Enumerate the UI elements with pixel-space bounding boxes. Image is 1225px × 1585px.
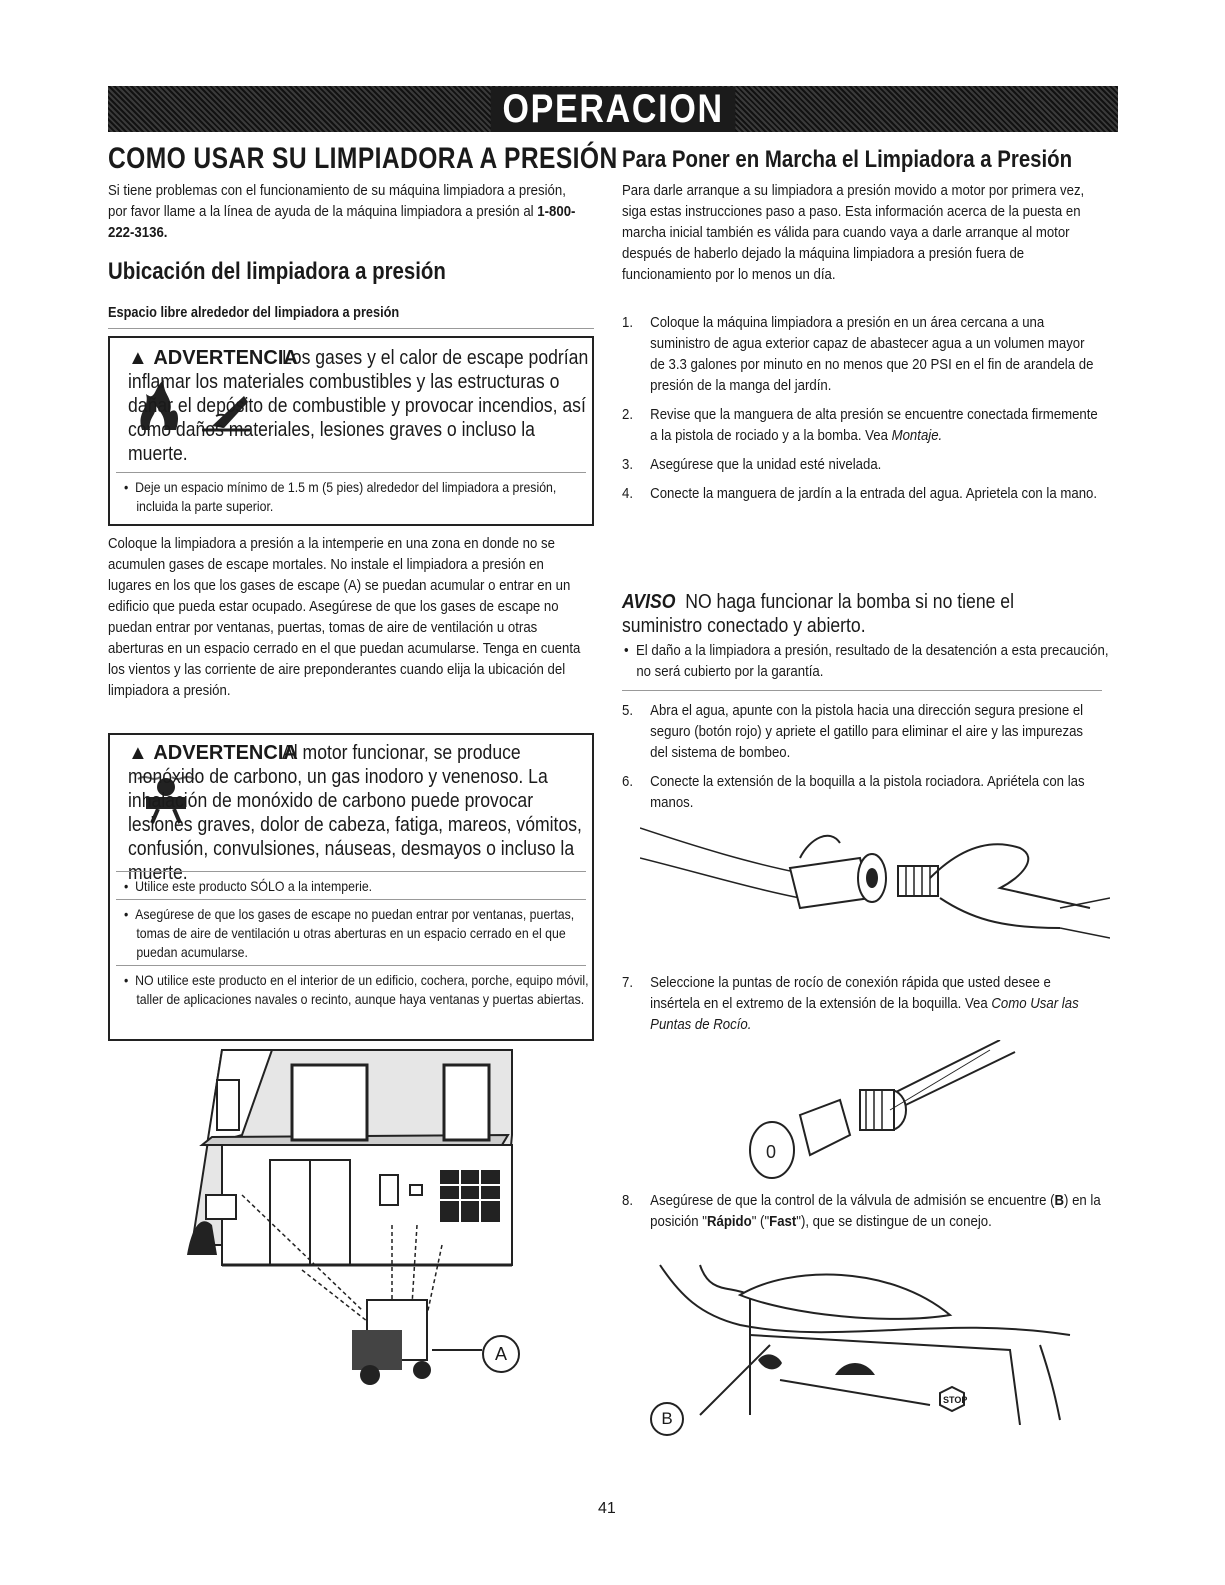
warning-box-carbon-monoxide <box>108 733 594 1041</box>
intro-text: Si tiene problemas con el funcionamiento de su máquina limpiadora a presión, por favor llame a la línea de ayuda de la máquina limpiadora a presión al <box>108 182 566 220</box>
notice-block <box>622 590 1044 638</box>
callout-label-b: B <box>650 1402 684 1436</box>
divider <box>116 965 586 966</box>
step-number: 8. <box>622 1192 634 1209</box>
helpline-phone: 1-800-222-3136. <box>108 203 576 241</box>
step-item <box>622 312 1102 396</box>
warning-bullet: • Deje un espacio mínimo de 1.5 m (5 pies) alrededor del limpiadora a presión, incluida la parte superior. <box>124 479 557 514</box>
step-number: 5. <box>622 702 634 719</box>
step-item <box>622 404 1102 446</box>
callout-label-a: A <box>482 1335 520 1373</box>
step-item <box>622 483 1102 504</box>
step-text: Seleccione la puntas de rocío de conexión rápida que usted desee e insértela en el extremo de la extensión de la boquilla. Vea <box>650 974 1051 1012</box>
section-title: Ubicación del limpiadora a presión <box>108 258 446 285</box>
divider <box>622 690 1102 691</box>
step-number: 6. <box>622 773 634 790</box>
divider <box>108 328 594 329</box>
step-item <box>622 1190 1102 1232</box>
divider <box>116 871 586 872</box>
choke-lever-illustration <box>640 1255 1080 1425</box>
warning-triangle-icon: ▲ <box>128 742 148 764</box>
warning-bullet: • NO utilice este producto en el interior de un edificio, cochera, porche, equipo móvil, taller de aplicaciones navales o recinto, aunque haya ventanas y puertas abiertas. <box>124 972 589 1007</box>
step-text: Conecte la extensión de la boquilla a la pistola rociadora. Apriétela con las manos. <box>650 773 1085 811</box>
spray-tip-illustration <box>740 1040 1020 1185</box>
step-emphasis: Rápido <box>706 1213 752 1230</box>
step-item <box>622 972 1102 1035</box>
step-text: ) en la posición " <box>650 1192 1101 1230</box>
start-intro-paragraph: Para darle arranque a su limpiadora a presión movido a motor por primera vez, siga estas instrucciones paso a paso. Esta información acerca de la puesta en marcha inicial también es válida para cuando vaya a darle arranque al motor después de haberlo dejado la máquina limpiadora a presión fuera de funcionamiento por lo menos un día. <box>622 182 1085 283</box>
steps-list-1 <box>622 312 1102 504</box>
steps-list-2 <box>622 700 1102 813</box>
step-item <box>622 771 1102 813</box>
step-text: Asegúrese de que la control de la válvula de admisión se encuentre ( <box>650 1192 1055 1209</box>
warning-bullet-text: NO utilice este producto en el interior de un edificio, cochera, porche, equipo móvil, taller de aplicaciones navales o recinto, aunque haya ventanas y puertas abiertas. <box>135 972 589 1007</box>
warning-message: Al motor funcionar, se produce monóxido de carbono, un gas inodoro y venenoso. La inhalación de monóxido de carbono puede provocar lesiones graves, dolor de cabeza, fatiga, mareos, vómitos, confusión, convulsiones, náuseas, desmayos o incluso la muerte. <box>128 742 582 884</box>
step-number: 1. <box>622 314 634 331</box>
location-paragraph: Coloque la limpiadora a presión a la intemperie en una zona en donde no se acumulen gases de escape mortales. No instale el limpiadora a presión en lugares en los que los gases de escape (A) se puedan acumular o entrar en un edificio que pueda estar ocupado. Asegúrese de que los gases de escape no puedan entrar por ventanas, puertas, tomas de aire de ventilación u otras aberturas en un espacio cerrado en el que puedan acumularse. Tenga en cuenta los vientos y las corriente de aire preponderantes cuando elija la ubicación del limpiadora a presión. <box>108 535 581 699</box>
warning-label: ADVERTENCIA <box>153 347 298 369</box>
step-emphasis: Fast <box>769 1213 797 1230</box>
notice-bullet: • El daño a la limpiadora a presión, resultado de la desatención a esta precaución, no será cubierto por la garantía. <box>624 642 1109 680</box>
banner-title: OPERACION <box>490 87 735 132</box>
step-item <box>622 700 1102 763</box>
step-text: "), que se distingue de un conejo. <box>796 1213 992 1230</box>
step-text: Coloque la máquina limpiadora a presión en un área cercana a una suministro de agua exterior capaz de abastecer agua a un volumen mayor de 3.3 galones por minuto en no menos que 20 PSI en el fin de arandela de presión de la manga del jardín. <box>650 314 1094 394</box>
nozzle-extension-illustration <box>640 818 1110 968</box>
step-item <box>622 454 1102 475</box>
page-title: COMO USAR SU LIMPIADORA A PRESIÓN <box>108 142 618 175</box>
warning-bullet-text: Utilice este producto SÓLO a la intemperie. <box>135 878 373 894</box>
warning-box-fire <box>108 336 594 526</box>
step-text: " (" <box>751 1213 770 1230</box>
section-title-start: Para Poner en Marcha el Limpiadora a Presión <box>622 146 1073 173</box>
step-number: 3. <box>622 456 634 473</box>
step-callout-ref: B <box>1054 1192 1065 1209</box>
warning-message: Los gases y el calor de escape podrían inflamar los materiales combustibles y las estructuras o dañar el depósito de combustible y provocar incendios, así como daños materiales, lesiones graves o incluso la muerte. <box>128 347 589 465</box>
warning-bullet-text: Asegúrese de que los gases de escape no puedan entrar por ventanas, puertas, tomas de aire de ventilación u otras aberturas en un espacio cerrado en el que puedan acumularse. <box>135 906 575 960</box>
warning-label: ADVERTENCIA <box>153 742 298 764</box>
stop-label: STOP <box>943 1395 968 1405</box>
divider <box>116 472 586 473</box>
step-reference: Montaje. <box>891 427 943 444</box>
warning-bullet-text: Deje un espacio mínimo de 1.5 m (5 pies) alrededor del limpiadora a presión, incluida la parte superior. <box>135 479 557 514</box>
step-text: Conecte la manguera de jardín a la entrada del agua. Aprietela con la mano. <box>650 485 1098 502</box>
step-text: Abra el agua, apunte con la pistola hacia una dirección segura presione el seguro (botón rojo) y apriete el gatillo para eliminar el aire y las impurezas del sistema de bombeo. <box>650 702 1084 761</box>
step-text: Revise que la manguera de alta presión se encuentre conectada firmemente a la pistola de rociado y a la bomba. Vea <box>650 406 1098 444</box>
step-reference: Como Usar las Puntas de Rocío. <box>650 995 1079 1033</box>
intro-paragraph <box>108 180 588 243</box>
notice-bullet-text: El daño a la limpiadora a presión, resultado de la desatención a esta precaución, no será cubierto por la garantía. <box>635 642 1109 680</box>
house-exhaust-illustration <box>182 1045 522 1390</box>
subsection-title: Espacio libre alrededor del limpiadora a presión <box>108 304 400 321</box>
warning-bullet: • Utilice este producto SÓLO a la intemperie. <box>124 878 373 894</box>
step-text: Asegúrese que la unidad esté nivelada. <box>650 456 882 473</box>
section-banner <box>108 86 1118 132</box>
step-number: 4. <box>622 485 634 502</box>
svg-text:0: 0 <box>766 1142 777 1162</box>
step-number: 7. <box>622 974 634 991</box>
divider <box>116 899 586 900</box>
notice-label: AVISO <box>622 591 676 613</box>
page-number: 41 <box>598 1500 616 1517</box>
warning-triangle-icon: ▲ <box>128 347 148 369</box>
warning-bullet: • Asegúrese de que los gases de escape no puedan entrar por ventanas, puertas, tomas de aire de ventilación u otras aberturas en un espacio cerrado en el que puedan acumularse. <box>124 906 575 960</box>
notice-text: NO haga funcionar la bomba si no tiene el suministro conectado y abierto. <box>622 591 1015 637</box>
step-number: 2. <box>622 406 634 423</box>
